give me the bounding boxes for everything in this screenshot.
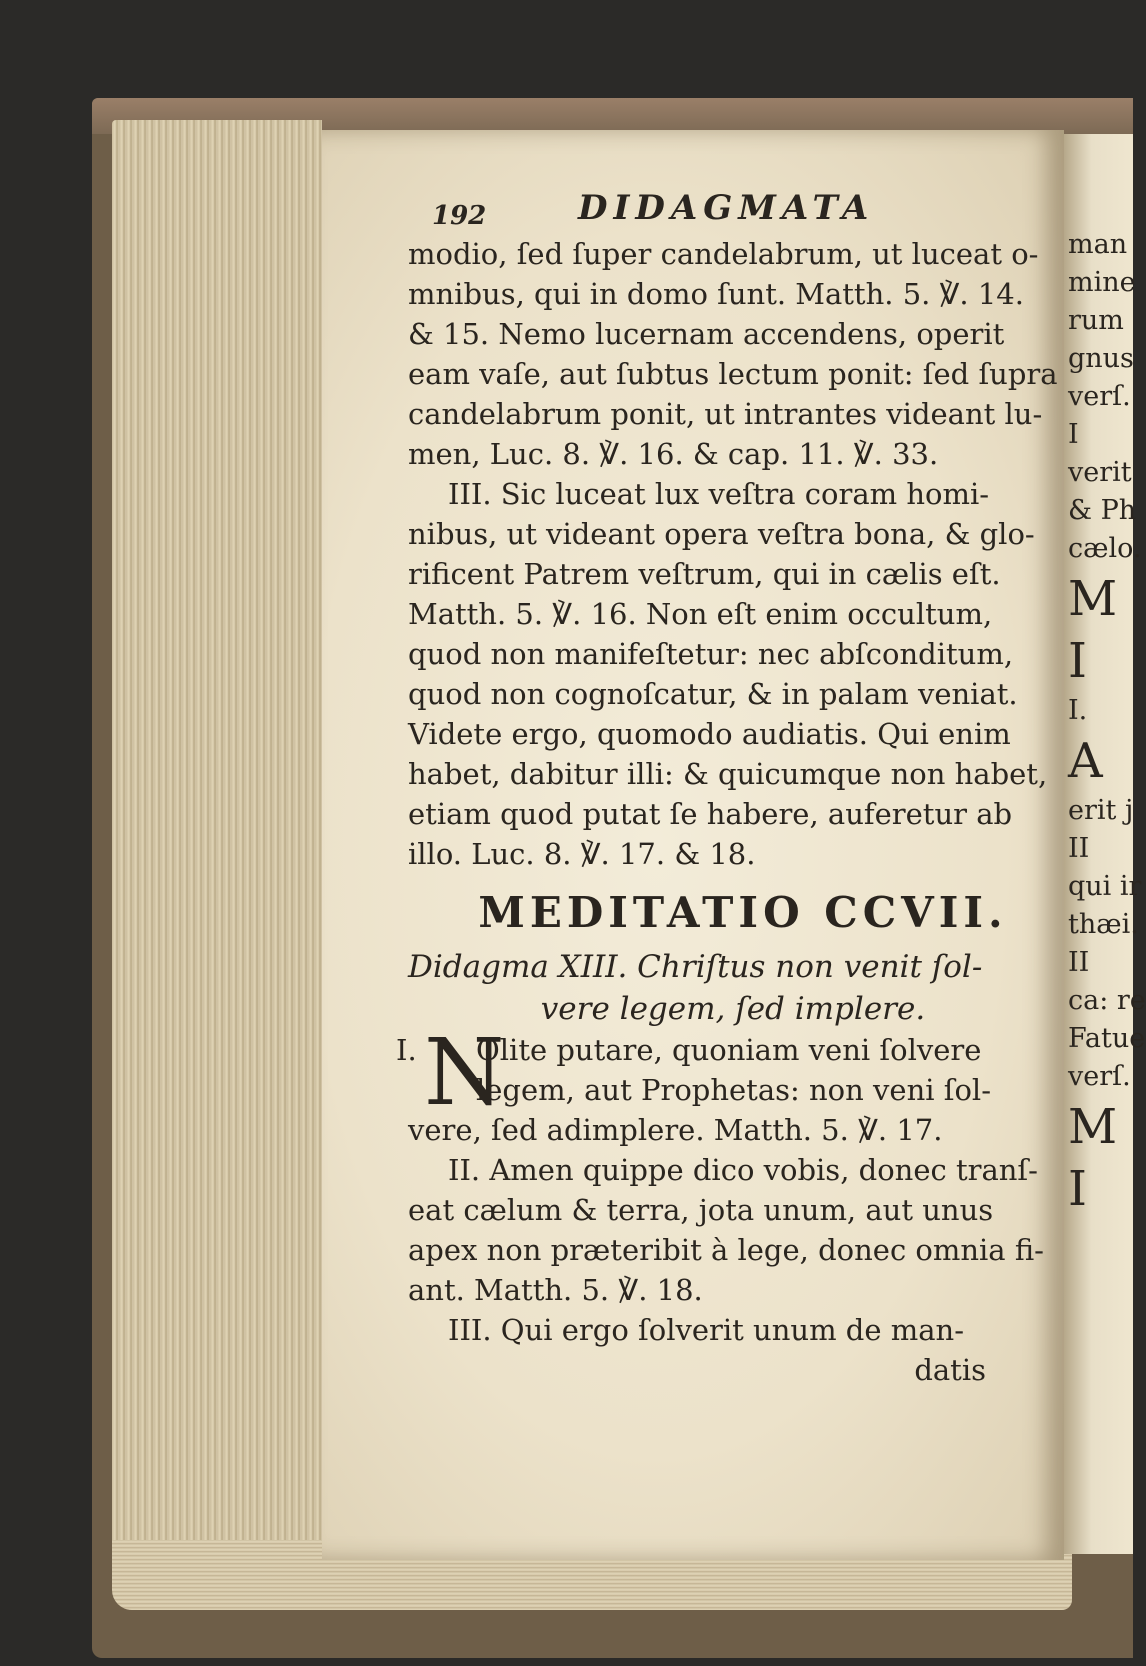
text-line: legem, aut Prophetas: non veni ſol- bbox=[476, 1073, 992, 1107]
page-block-edge bbox=[112, 120, 322, 1570]
facing-line: qui ir bbox=[1068, 871, 1142, 902]
facing-line: man bbox=[1068, 229, 1128, 260]
drop-capital: N bbox=[424, 1019, 505, 1126]
facing-line: M bbox=[1068, 571, 1118, 627]
facing-line: I. bbox=[1068, 695, 1088, 726]
text-line: Matth. 5. ℣. 16. Non eſt enim occultum, bbox=[408, 597, 993, 631]
text-line: modio, ſed ſuper candelabrum, ut luceat o- bbox=[408, 237, 1039, 271]
text-line: III. Sic luceat lux veſtra coram homi- bbox=[448, 477, 990, 511]
facing-line: gnus bbox=[1068, 343, 1134, 374]
facing-line: II bbox=[1068, 833, 1090, 864]
facing-line: rum bbox=[1068, 305, 1124, 336]
running-head bbox=[408, 188, 1058, 234]
text-line: eam vaſe, aut ſubtus lectum ponit: ſed ſupra bbox=[408, 357, 1058, 391]
didagma-title-continued: vere legem, ſed implere. bbox=[540, 991, 926, 1027]
paragraph-numeral: I. bbox=[396, 1033, 417, 1067]
catchword: datis bbox=[914, 1353, 986, 1387]
text-line: III. Qui ergo ſolverit unum de man- bbox=[448, 1313, 964, 1347]
facing-line: A bbox=[1068, 733, 1103, 789]
section-heading: MEDITATIO CCVII. bbox=[478, 888, 1008, 937]
facing-page-text bbox=[1068, 226, 1146, 1220]
facing-line: I bbox=[1068, 1161, 1087, 1217]
text-line: nibus, ut videant opera veſtra bona, & glo- bbox=[408, 517, 1035, 551]
text-line: vere, ſed adimplere. Matth. 5. ℣. 17. bbox=[408, 1113, 943, 1147]
page-text bbox=[396, 188, 1058, 1390]
text-line: habet, dabitur illi: & quicumque non habet, bbox=[408, 757, 1048, 791]
facing-line: I bbox=[1068, 633, 1087, 689]
text-line: quod non manifeſtetur: nec abſconditum, bbox=[408, 637, 1014, 671]
facing-line: verit bbox=[1068, 457, 1132, 488]
text-line: & 15. Nemo lucernam accendens, operit bbox=[408, 317, 1005, 351]
text-line: Videte ergo, quomodo audiatis. Qui enim bbox=[408, 717, 1011, 751]
text-line: candelabrum ponit, ut intrantes videant lu- bbox=[408, 397, 1043, 431]
facing-line: erit j bbox=[1068, 795, 1134, 826]
text-line: eat cælum & terra, jota unum, aut unus bbox=[408, 1193, 994, 1227]
text-line: mnibus, qui in domo ſunt. Matth. 5. ℣. 14. bbox=[408, 277, 1024, 311]
facing-line: & Ph bbox=[1068, 495, 1137, 526]
text-line: men, Luc. 8. ℣. 16. & cap. 11. ℣. 33. bbox=[408, 437, 939, 471]
text-line: rificent Patrem veſtrum, qui in cælis eſt. bbox=[408, 557, 1001, 591]
facing-line: M bbox=[1068, 1099, 1118, 1155]
text-line: etiam quod putat ſe habere, auferetur ab bbox=[408, 797, 1013, 831]
facing-line: ca: re bbox=[1068, 985, 1146, 1016]
facing-line: Fatue bbox=[1068, 1023, 1146, 1054]
facing-line: thæi. bbox=[1068, 909, 1139, 940]
paragraph-dropcap bbox=[396, 1019, 1058, 1126]
text-line: II. Amen quippe dico vobis, donec tranſ- bbox=[448, 1153, 1038, 1187]
text-line: Olite putare, quoniam veni ſolvere bbox=[476, 1033, 982, 1067]
didagma-title: Didagma XIII. Chriſtus non venit ſol- bbox=[408, 949, 983, 985]
running-title: DIDAGMATA bbox=[578, 188, 875, 228]
facing-line: verſ. bbox=[1068, 1061, 1131, 1092]
facing-line: II bbox=[1068, 947, 1090, 978]
text-line: illo. Luc. 8. ℣. 17. & 18. bbox=[408, 837, 756, 871]
facing-line: I bbox=[1068, 419, 1079, 450]
text-line: ant. Matth. 5. ℣. 18. bbox=[408, 1273, 703, 1307]
facing-line: verſ. bbox=[1068, 381, 1131, 412]
facing-line: cælo. bbox=[1068, 533, 1142, 564]
text-line: apex non præteribit à lege, donec omnia fi- bbox=[408, 1233, 1044, 1267]
page-number: 192 bbox=[432, 201, 487, 231]
facing-line: mine bbox=[1068, 267, 1136, 298]
text-line: quod non cognoſcatur, & in palam veniat. bbox=[408, 677, 1018, 711]
